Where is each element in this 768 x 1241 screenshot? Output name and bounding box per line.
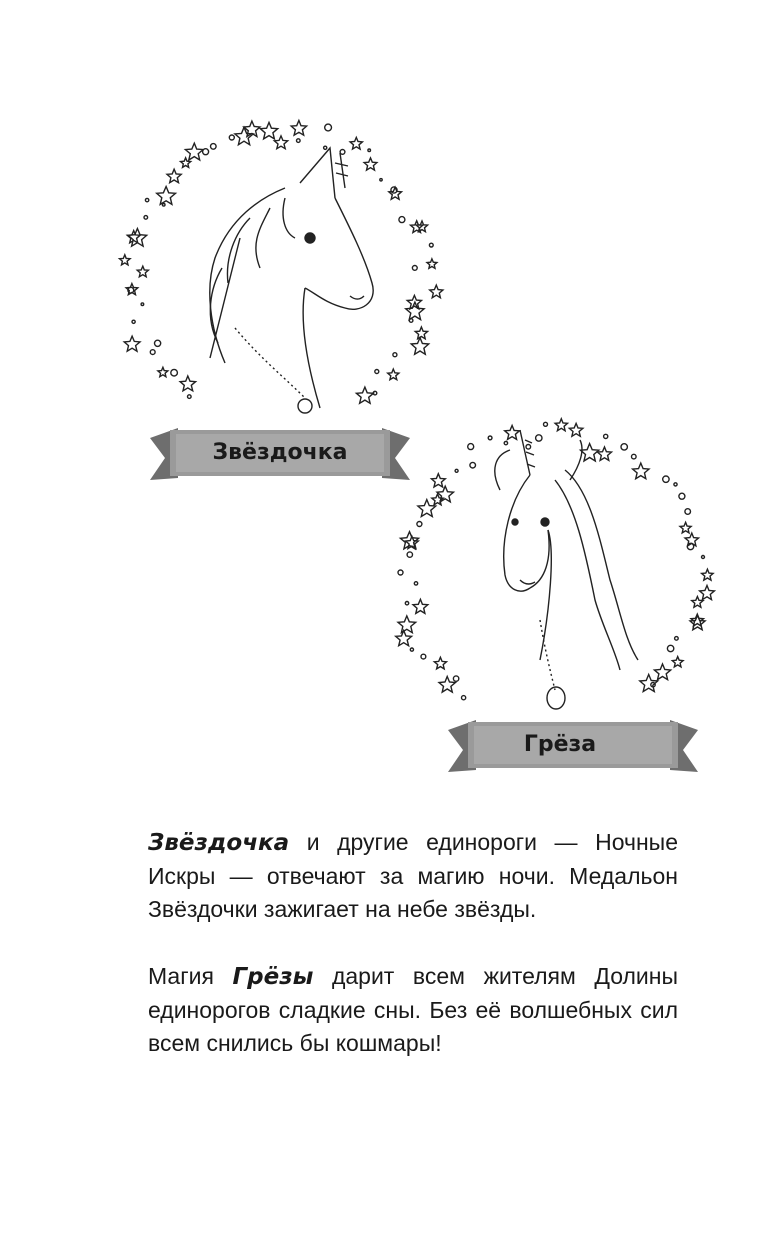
paragraph-text: и другие единороги — Ночные Искры — отвечают за магию ночи. Медальон Звёздочки зажигает на небе звёзды. — [148, 829, 678, 922]
star-icon — [690, 615, 705, 629]
star-icon — [569, 423, 583, 436]
star-icon — [411, 338, 429, 355]
dot-icon — [526, 445, 531, 450]
dot-icon — [470, 462, 476, 468]
banner-label-greza: Грёза — [523, 732, 597, 757]
star-icon — [126, 284, 138, 295]
star-icon — [185, 143, 203, 160]
star-icon — [431, 474, 445, 487]
dot-icon — [393, 353, 397, 357]
paragraph-prefix: Магия — [148, 963, 233, 989]
dot-icon — [398, 570, 403, 575]
dot-icon — [155, 340, 161, 346]
star-icon — [406, 302, 424, 320]
star-icon — [672, 657, 683, 667]
star-icon — [350, 137, 362, 149]
dot-icon — [150, 350, 155, 355]
star-icon — [437, 486, 454, 502]
star-icon — [430, 285, 443, 298]
star-icon — [291, 121, 306, 136]
dot-icon — [162, 204, 165, 207]
star-icon — [158, 367, 168, 376]
star-icon — [356, 387, 373, 403]
star-icon — [274, 136, 287, 149]
dot-icon — [488, 436, 492, 440]
dot-icon — [325, 124, 332, 131]
dot-icon — [412, 266, 417, 271]
dot-icon — [679, 493, 685, 499]
star-icon — [137, 266, 148, 277]
dot-icon — [417, 522, 422, 527]
dot-icon — [455, 469, 458, 472]
star-icon — [505, 426, 520, 440]
star-icon — [260, 122, 277, 138]
star-icon — [180, 376, 196, 391]
star-icon — [692, 597, 703, 608]
dot-icon — [340, 150, 345, 155]
dot-icon — [632, 454, 637, 459]
dot-icon — [375, 370, 379, 374]
star-icon — [640, 675, 658, 692]
dot-icon — [368, 149, 371, 152]
character-name-zvezdochka: Звёздочка — [148, 830, 290, 856]
star-icon — [413, 599, 428, 613]
star-icon — [434, 657, 446, 669]
star-icon — [167, 169, 181, 183]
star-icon — [388, 369, 399, 380]
dot-icon — [544, 422, 548, 426]
star-icon — [700, 586, 715, 600]
star-icon — [680, 522, 691, 533]
dot-icon — [667, 645, 673, 651]
dot-icon — [171, 369, 178, 376]
star-icon — [418, 500, 436, 517]
dot-icon — [141, 303, 144, 306]
star-icon — [124, 336, 140, 351]
dot-icon — [504, 441, 507, 444]
star-icon — [555, 419, 567, 431]
star-icon — [398, 616, 416, 633]
dot-icon — [132, 320, 135, 323]
dot-icon — [203, 149, 209, 155]
dot-icon — [211, 144, 217, 150]
unicorn-illustration-greza — [380, 410, 720, 780]
star-icon — [654, 664, 670, 680]
star-wreath — [120, 121, 443, 404]
dot-icon — [462, 696, 466, 700]
paragraph-zvezdochka — [148, 826, 678, 926]
dot-icon — [407, 552, 412, 557]
dot-icon — [453, 676, 458, 681]
character-name-greza: Грёзы — [232, 964, 314, 990]
dot-icon — [297, 139, 301, 143]
star-icon — [364, 158, 377, 170]
dot-icon — [380, 179, 382, 181]
banner-label-zvezdochka: Звёздочка — [212, 440, 348, 465]
star-icon — [244, 121, 260, 136]
dot-icon — [145, 198, 148, 201]
dot-icon — [188, 395, 192, 399]
dot-icon — [229, 135, 234, 140]
dot-icon — [468, 444, 474, 450]
paragraph-text: дарит всем жителям Долины единорогов сладкие сны. Без её волшебных сил всем снились бы кошмары! — [148, 963, 678, 1056]
star-icon — [633, 463, 649, 479]
paragraph-greza — [148, 960, 678, 1060]
star-icon — [581, 444, 599, 461]
star-icon — [157, 187, 176, 205]
star-icon — [235, 127, 253, 144]
dot-icon — [675, 637, 679, 641]
star-icon — [427, 259, 437, 268]
dot-icon — [405, 602, 408, 605]
dot-icon — [414, 582, 417, 585]
portrait-greza — [380, 410, 720, 780]
dot-icon — [663, 476, 669, 482]
dot-icon — [399, 217, 405, 223]
star-icon — [597, 447, 611, 460]
dot-icon — [702, 556, 705, 559]
star-icon — [702, 569, 714, 580]
dot-icon — [621, 444, 627, 450]
dot-icon — [536, 435, 542, 441]
dot-icon — [324, 146, 327, 149]
dot-icon — [429, 243, 433, 247]
dot-icon — [685, 509, 691, 515]
dot-icon — [674, 483, 677, 486]
dot-icon — [421, 654, 426, 659]
star-wreath — [396, 419, 715, 700]
dot-icon — [409, 319, 413, 323]
dot-icon — [144, 216, 148, 220]
star-icon — [396, 631, 412, 646]
star-icon — [120, 255, 131, 265]
dot-icon — [604, 434, 608, 438]
star-icon — [415, 327, 427, 339]
dot-icon — [410, 648, 413, 651]
